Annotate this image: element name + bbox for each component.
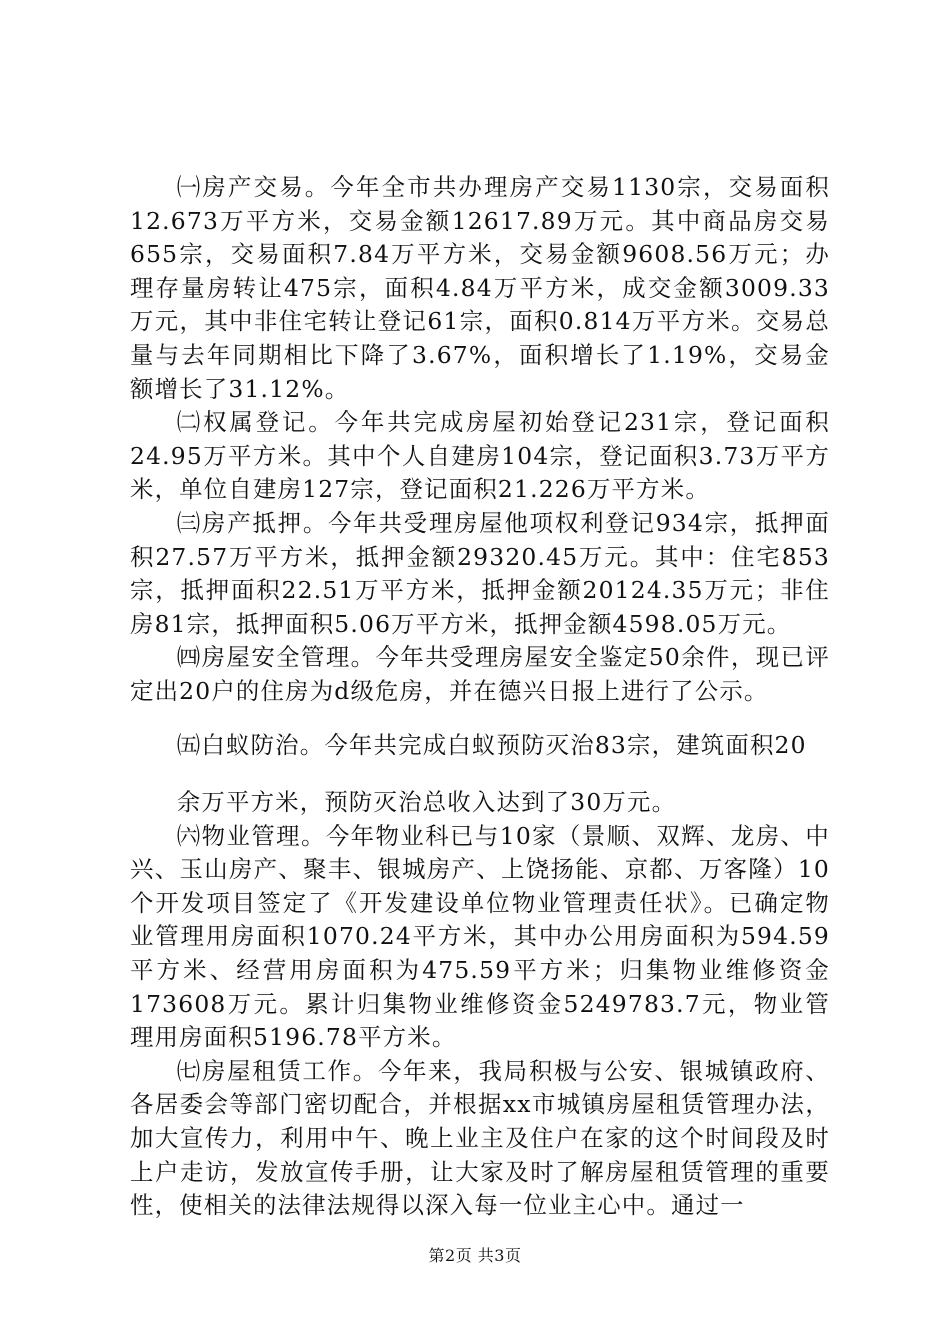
paragraph-termite-control-continued: 余万平方米，预防灭治总收入达到了30万元。 [176, 788, 677, 816]
page-number-footer: 第2页 共3页 [428, 1246, 522, 1265]
paragraph-housing-safety: ㈣房屋安全管理。今年共受理房屋安全鉴定50余件，现已评定出20户的住房为d级危房，并在德兴日报上进行了公示。 [130, 643, 830, 705]
paragraph-housing-rental: ㈦房屋租赁工作。今年来，我局积极与公安、银城镇政府、各居委会等部门密切配合，并根据xx市城镇房屋租赁管理办法，加大宣传力，利用中午、晚上业主及住户在家的这个时间段及时上户走访，发放宣传手册，让大家及时了解房屋租赁管理的重要性，使相关的法律法规得以深入每一位业主心中。通过一 [130, 1056, 830, 1220]
paragraph-property-management: ㈥物业管理。今年物业科已与10家（景顺、双辉、龙房、中兴、玉山房产、聚丰、银城房产、上饶扬能、京都、万客隆）10个开发项目签定了《开发建设单位物业管理责任状》。已确定物业管理用房面积1070.24平方米，其中办公用房面积为594.59平方米、经营用房面积为475.59平方米；归集物业维修资金173608万元。累计归集物业维修资金5249783.7元，物业管理用房面积5196.78平方米。 [130, 821, 830, 1052]
document-body-section-3 [130, 786, 830, 1223]
paragraph-termite-control: ㈤白蚁防治。今年共完成白蚁预防灭治83宗，建筑面积20 [176, 731, 807, 759]
document-body-section-2 [130, 729, 830, 763]
paragraph-property-mortgage: ㈢房产抵押。今年共受理房屋他项权利登记934宗，抵押面积27.57万平方米，抵押金额29320.45万元。其中：住宅853宗，抵押面积22.51万平方米，抵押金额20124.35万元；非住房81宗，抵押面积5.06万平方米，抵押金额4598.05万元。 [130, 508, 830, 638]
paragraph-ownership-registration: ㈡权属登记。今年共完成房屋初始登记231宗，登记面积24.95万平方米。其中个人自建房104宗，登记面积3.73万平方米，单位自建房127宗，登记面积21.226万平方米。 [130, 408, 830, 504]
document-body [130, 171, 830, 709]
paragraph-property-transaction: ㈠房产交易。今年全市共办理房产交易1130宗，交易面积12.673万平方米，交易金额12617.89万元。其中商品房交易655宗，交易面积7.84万平方米，交易金额9608.56万元；办理存量房转让475宗，面积4.84万平方米，成交金额3009.33万元，其中非住宅转让登记61宗，面积0.814万平方米。交易总量与去年同期相比下降了3.67%，面积增长了1.19%，交易金额增长了31.12%。 [130, 173, 830, 403]
